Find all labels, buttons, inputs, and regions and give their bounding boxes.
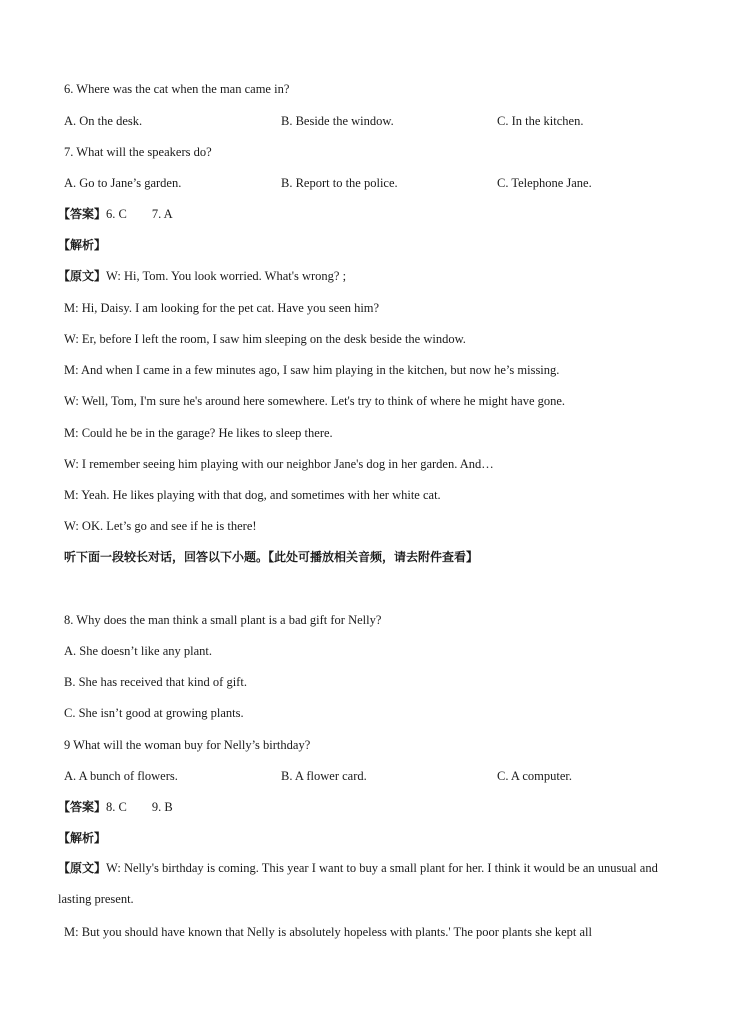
q9-option-c: C. A computer. <box>497 769 572 783</box>
transcript-paragraph: 【原文】W: Nelly's birthday is coming. This year I want to buy a small plant for her. I think it would be an unusual and lasting present. <box>58 861 658 906</box>
transcript-label: 【原文】 <box>58 269 107 283</box>
q6-option-a: A. On the desk. <box>64 114 143 128</box>
listening-instruction: 听下面一段较长对话，回答以下小题。【此处可播放相关音频，请去附件查看】 <box>64 550 479 564</box>
transcript-line: M: But you should have known that Nelly is absolutely hopeless with plants.' The poor plants she kept all <box>64 925 593 939</box>
question-9: 9 What will the woman buy for Nelly’s birthday? <box>64 738 311 752</box>
q9-option-a: A. A bunch of flowers. <box>64 769 178 783</box>
q7-option-a: A. Go to Jane’s garden. <box>64 176 182 190</box>
answer-block-1 <box>58 206 173 222</box>
analysis-label-2: 【解析】 <box>58 831 107 845</box>
q9-option-b: B. A flower card. <box>281 769 367 783</box>
q8-option-c: C. She isn’t good at growing plants. <box>64 706 244 720</box>
question-7: 7. What will the speakers do? <box>64 145 212 159</box>
transcript-line: W: OK. Let’s go and see if he is there! <box>64 519 257 533</box>
answer-block-2 <box>58 799 173 815</box>
q7-option-c: C. Telephone Jane. <box>497 176 592 190</box>
transcript-label: 【原文】 <box>58 861 107 875</box>
q6-option-b: B. Beside the window. <box>281 114 394 128</box>
question-6: 6. Where was the cat when the man came in? <box>64 82 290 96</box>
analysis-label-1: 【解析】 <box>58 238 107 252</box>
transcript-line: 【原文】W: Hi, Tom. You look worried. What's wrong? ; <box>58 269 347 283</box>
answer-text: 8. C 9. B <box>106 800 173 814</box>
answer-label: 【答案】 <box>58 207 107 221</box>
q8-option-a: A. She doesn’t like any plant. <box>64 644 213 658</box>
q8-option-b: B. She has received that kind of gift. <box>64 675 247 689</box>
transcript-line: M: Yeah. He likes playing with that dog, and sometimes with her white cat. <box>64 488 441 502</box>
transcript-line: W: I remember seeing him playing with our neighbor Jane's dog in her garden. And… <box>64 457 494 471</box>
q6-option-c: C. In the kitchen. <box>497 114 584 128</box>
question-8: 8. Why does the man think a small plant is a bad gift for Nelly? <box>64 613 382 627</box>
transcript-line: M: Hi, Daisy. I am looking for the pet cat. Have you seen him? <box>64 301 380 315</box>
transcript-line: W: Well, Tom, I'm sure he's around here somewhere. Let's try to think of where he might have gone. <box>64 394 566 408</box>
transcript-line: M: Could he be in the garage? He likes to sleep there. <box>64 426 333 440</box>
q7-option-b: B. Report to the police. <box>281 176 398 190</box>
answer-text: 6. C 7. A <box>106 207 173 221</box>
transcript-line: W: Er, before I left the room, I saw him sleeping on the desk beside the window. <box>64 332 466 346</box>
transcript-line: M: And when I came in a few minutes ago, I saw him playing in the kitchen, but now he’s missing. <box>64 363 560 377</box>
answer-label: 【答案】 <box>58 800 107 814</box>
